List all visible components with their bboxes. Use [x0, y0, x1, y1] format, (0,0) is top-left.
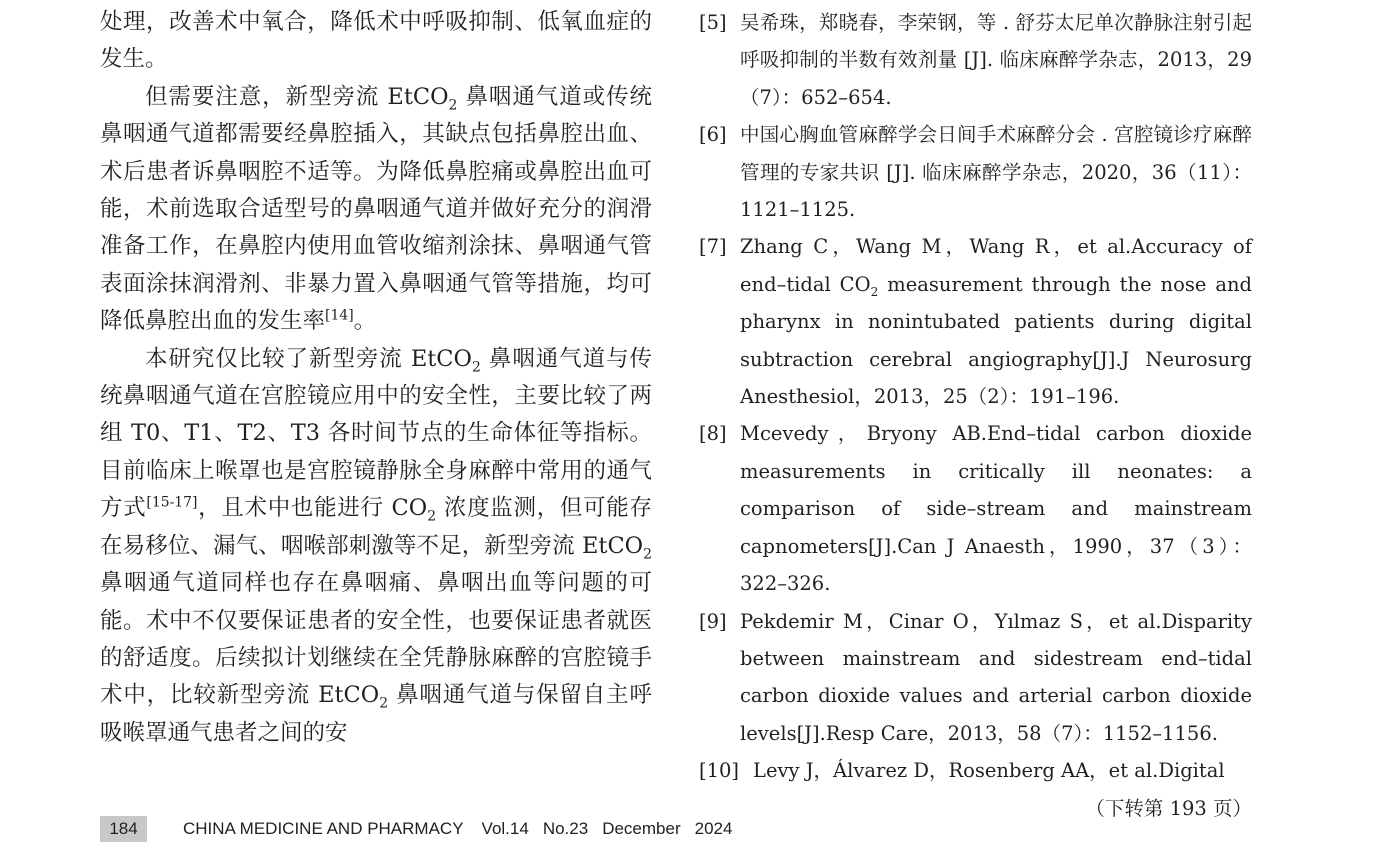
reference-7 [699, 228, 1252, 415]
p3-subscript-3: 2 [643, 546, 652, 563]
p2-end: 。 [353, 308, 377, 335]
reference-subscript: 2 [870, 284, 879, 299]
reference-text: Pekdemir M，Cinar O，Yılmaz S，et al.Disparity between mainstream and sidestream end–tidal carbon dioxide values and arterial carbon dioxide levels[J].Resp Care，2013，58（7）：1152–1156. [740, 609, 1252, 745]
reference-8 [699, 415, 1252, 602]
page-number: 184 [100, 816, 147, 842]
reference-5 [699, 4, 1252, 116]
reference-number: [7] [699, 235, 727, 259]
reference-number: [10] [699, 759, 740, 783]
p3-text-a: 本研究仅比较了新型旁流 EtCO [145, 345, 472, 372]
citation-14: [14] [325, 307, 354, 324]
p3-subscript-2: 2 [427, 508, 437, 525]
journal-name: CHINA MEDICINE AND PHARMACY [183, 819, 464, 838]
reference-10 [699, 752, 1252, 789]
left-column [100, 4, 652, 752]
reference-text-b: measurement through the nose and pharynx in nonintubated patients during digital subtraction cerebral angiography[J].J Neurosurg Anesthesiol，2013，25（2）：191–196. [740, 272, 1253, 409]
reference-number: [5] [699, 11, 727, 34]
p2-text-a: 但需要注意，新型旁流 EtCO [145, 83, 449, 110]
reference-text-a: Zhang C，Wang M，Wang R，et al.Accuracy of end–tidal CO [740, 235, 1252, 296]
p3-text-d: 浓度监测，但可能存在易移位、漏气、咽喉部刺激等不足，新型旁流 EtCO [100, 495, 652, 559]
p3-text-f: 鼻咽通气道与保留自主呼吸喉罩通气患者之间的安 [100, 682, 652, 746]
paragraph-1: 处理，改善术中氧合，降低术中呼吸抑制、低氧血症的发生。 [100, 9, 652, 73]
citation-15-17: [15-17] [146, 494, 198, 511]
issue: No.23 [542, 819, 589, 838]
p3-subscript-4: 2 [379, 695, 389, 712]
reference-number: [8] [699, 422, 727, 446]
reference-text: Levy J，Álvarez D，Rosenberg AA，et al.Digital [753, 759, 1225, 783]
volume: Vol.14 [481, 819, 529, 838]
p3-text-e: 鼻咽通气道同样也存在鼻咽痛、鼻咽出血等问题的可能。术中不仅要保证患者的安全性，也要保证患者就医的舒适度。后续拟计划继续在全凭静脉麻醉的宫腔镜手术中，比较新型旁流 EtCO [100, 570, 652, 709]
reference-text: 吴希珠，郑晓春，李荣钢，等 . 舒芬太尼单次静脉注射引起呼吸抑制的半数有效剂量 [J]. 临床麻醉学杂志，2013，29（7）：652–654. [740, 11, 1252, 109]
page-footer [100, 816, 732, 842]
p3-text-c: ，且术中也能进行 CO [197, 495, 428, 522]
p3-text-b: 鼻咽通气道与传统鼻咽通气道在宫腔镜应用中的安全性，主要比较了两组 T0、T1、T2、T3 各时间节点的生命体征等指标。目前临床上喉罩也是宫腔镜静脉全身麻醉中常用的通气方式 [100, 345, 652, 522]
reference-text: 中国心胸血管麻醉学会日间手术麻醉分会 . 宫腔镜诊疗麻醉管理的专家共识 [J]. 临床麻醉学杂志，2020，36（11）：1121–1125. [740, 123, 1252, 222]
reference-text: Mcevedy，Bryony AB.End–tidal carbon dioxide measurements in critically ill neonates: a comparison of side–stream and mainstream capnometers[J].Can J Anaesth，1990，37（3）：322–326. [740, 422, 1252, 596]
reference-9 [699, 603, 1252, 753]
p3-subscript-1: 2 [471, 359, 481, 376]
paragraph-2 [100, 79, 652, 341]
p2-text-b: 鼻咽通气道或传统鼻咽通气道都需要经鼻腔插入，其缺点包括鼻腔出血、术后患者诉鼻咽腔不适等。为降低鼻腔痛或鼻腔出血可能，术前选取合适型号的鼻咽通气道并做好充分的润滑准备工作，在鼻腔内使用血管收缩剂涂抹、鼻咽通气管表面涂抹润滑剂、非暴力置入鼻咽通气管等措施，均可降低鼻腔出血的发生率 [100, 83, 653, 335]
reference-number: [6] [699, 123, 727, 147]
continued-note: （下转第 193 页） [1085, 796, 1252, 820]
reference-6 [699, 116, 1252, 228]
reference-number: [9] [699, 609, 727, 633]
month: December [602, 819, 681, 838]
paragraph-3 [100, 341, 652, 752]
year: 2024 [694, 819, 733, 838]
p2-subscript: 2 [448, 97, 458, 114]
references-column [699, 4, 1252, 827]
